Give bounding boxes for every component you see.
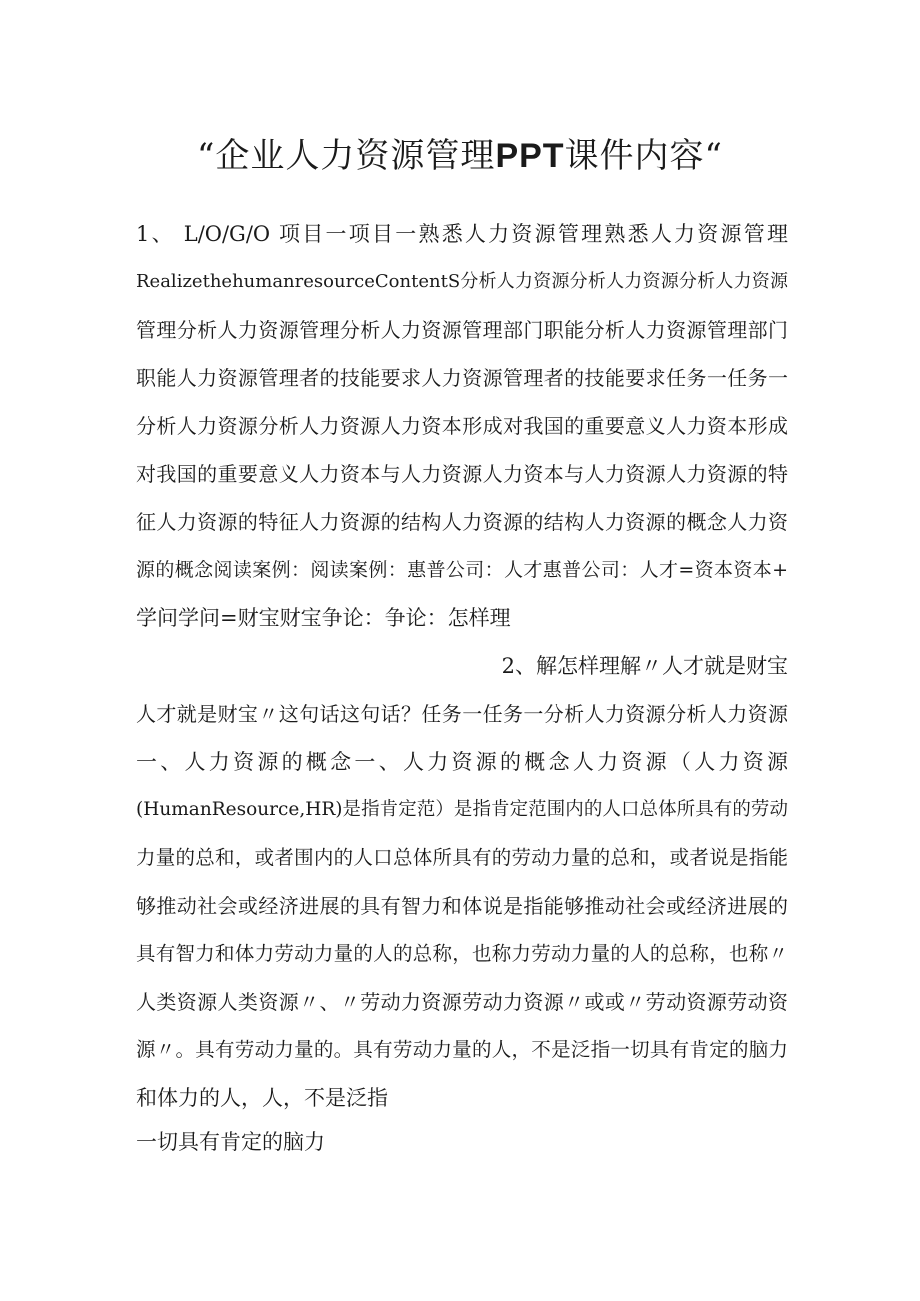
document-title <box>0 132 920 180</box>
body-line-13: (HumanResource,HR)是指肯定范）是指肯定范围内的人口总体所具有的劳动 <box>136 799 788 820</box>
body-line-20: 一切具有肯定的脑力 <box>136 1130 325 1154</box>
body-line-11: 人才就是财宝〃这句话这句话？任务一任务一分析人力资源分析人力资源 <box>136 702 788 726</box>
body-line-9: 学问学问=财宝财宝争论：争论：怎样理 <box>136 606 511 630</box>
body-line-6: 对我国的重要意义人力资本与人力资源人力资本与人力资源人力资源的特 <box>136 462 788 486</box>
body-line-17: 人类资源人类资源〃、〃劳动力资源劳动力资源〃或或〃劳动资源劳动资 <box>136 990 788 1014</box>
body-line-15: 够推动社会或经济进展的具有智力和体说是指能够推动社会或经济进展的 <box>136 894 788 918</box>
body-line-10: 2、解怎样理解〃人才就是财宝 <box>501 654 788 678</box>
body-line-19: 和体力的人，人，不是泛指 <box>136 1086 388 1110</box>
body-line-1: 1、 L/O/G/O 项目一项目一熟悉人力资源管理熟悉人力资源管理 <box>136 222 788 246</box>
title-suffix: 课件内容“ <box>564 136 723 176</box>
body-line-12: 一、人力资源的概念一、人力资源的概念人力资源（人力资源 <box>136 750 788 774</box>
title-prefix: “企业人力资源管理 <box>197 136 496 176</box>
body-line-4: 职能人力资源管理者的技能要求人力资源管理者的技能要求任务一任务一 <box>136 366 788 390</box>
body-line-8: 源的概念阅读案例：阅读案例：惠普公司：人才惠普公司：人才=资本资本+ <box>136 559 788 581</box>
title-latin: PPT <box>495 137 565 175</box>
body-line-18: 源〃。具有劳动力量的。具有劳动力量的人，不是泛指一切具有肯定的脑力 <box>136 1038 788 1061</box>
body-line-3: 管理分析人力资源管理分析人力资源管理部门职能分析人力资源管理部门 <box>136 318 788 342</box>
body-line-5: 分析人力资源分析人力资源人力资本形成对我国的重要意义人力资本形成 <box>136 414 788 438</box>
body-line-16: 具有智力和体力劳动力量的人的总称，也称力劳动力量的人的总称，也称〃 <box>136 942 788 965</box>
body-line-7: 征人力资源的特征人力资源的结构人力资源的结构人力资源的概念人力资 <box>136 510 788 534</box>
body-line-2: RealizethehumanresourceContentS分析人力资源分析人力资源分析人力资源 <box>136 271 788 292</box>
body-line-14: 力量的总和，或者围内的人口总体所具有的劳动力量的总和，或者说是指能 <box>136 846 788 869</box>
